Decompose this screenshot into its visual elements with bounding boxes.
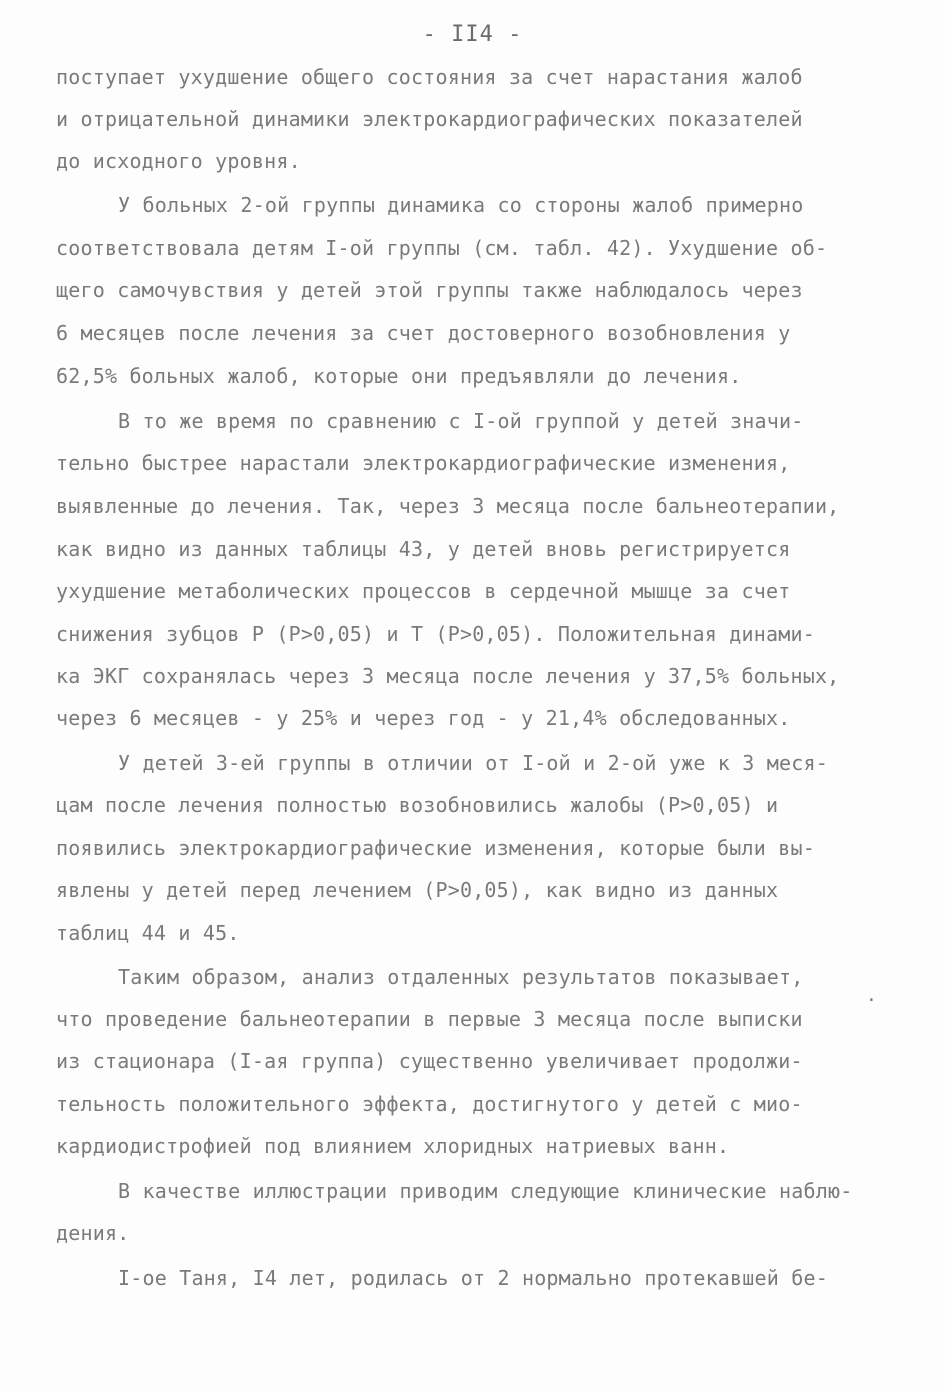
text-line: В качестве иллюстрации приводим следующие клинические наблю-: [118, 1179, 853, 1203]
text-line: появились электрокардиографические изменения, которые были вы-: [56, 836, 815, 860]
text-line: 6 месяцев после лечения за счет достоверного возобновления у: [56, 321, 791, 345]
margin-mark: ·: [866, 990, 877, 1011]
text-line: дения.: [56, 1221, 130, 1245]
text-line: тельность положительного эффекта, достигнутого у детей с мио-: [56, 1092, 803, 1116]
text-line: У больных 2-ой группы динамика со стороны жалоб примерно: [118, 193, 804, 217]
text-line: В то же время по сравнению с I-ой группой у детей значи-: [118, 409, 804, 433]
text-line: Таким образом, анализ отдаленных результатов показывает,: [118, 965, 804, 989]
text-line: ка ЭКГ сохранялась через 3 месяца после лечения у 37,5% больных,: [56, 664, 840, 688]
text-line: У детей 3-ей группы в отличии от I-ой и 2-ой уже к 3 меся-: [118, 751, 828, 775]
text-line: до исходного уровня.: [56, 149, 301, 173]
text-line: тельно быстрее нарастали электрокардиографические изменения,: [56, 451, 791, 475]
text-line: и отрицательной динамики электрокардиографических показателей: [56, 107, 803, 131]
page-number: - II4 -: [422, 22, 523, 47]
text-line: соответствовала детям I-ой группы (см. табл. 42). Ухудшение об-: [56, 236, 828, 260]
text-line: ухудшение метаболических процессов в сердечной мышце за счет: [56, 579, 791, 603]
text-line: что проведение бальнеотерапии в первые 3 месяца после выписки: [56, 1007, 803, 1031]
text-line: поступает ухудшение общего состояния за счет нарастания жалоб: [56, 65, 803, 89]
text-line: 62,5% больных жалоб, которые они предъявляли до лечения.: [56, 364, 742, 388]
text-line: снижения зубцов Р (Р>0,05) и Т (Р>0,05). Положительная динами-: [56, 622, 815, 646]
text-line: выявленные до лечения. Так, через 3 месяца после бальнеотерапии,: [56, 494, 840, 518]
text-line: таблиц 44 и 45.: [56, 921, 240, 945]
text-line: из стационара (I-ая группа) существенно увеличивает продолжи-: [56, 1049, 803, 1073]
text-line: явлены у детей перед лечением (Р>0,05), как видно из данных: [56, 878, 779, 902]
text-line: цам после лечения полностью возобновились жалобы (Р>0,05) и: [56, 793, 779, 817]
text-line: щего самочувствия у детей этой группы также наблюдалось через: [56, 278, 803, 302]
text-line: I-ое Таня, I4 лет, родилась от 2 нормально протекавшей бе-: [118, 1266, 828, 1290]
text-line: через 6 месяцев - у 25% и через год - у 21,4% обследованных.: [56, 706, 791, 730]
text-line: как видно из данных таблицы 43, у детей вновь регистрируется: [56, 537, 791, 561]
text-line: кардиодистрофией под влиянием хлоридных натриевых ванн.: [56, 1134, 730, 1158]
